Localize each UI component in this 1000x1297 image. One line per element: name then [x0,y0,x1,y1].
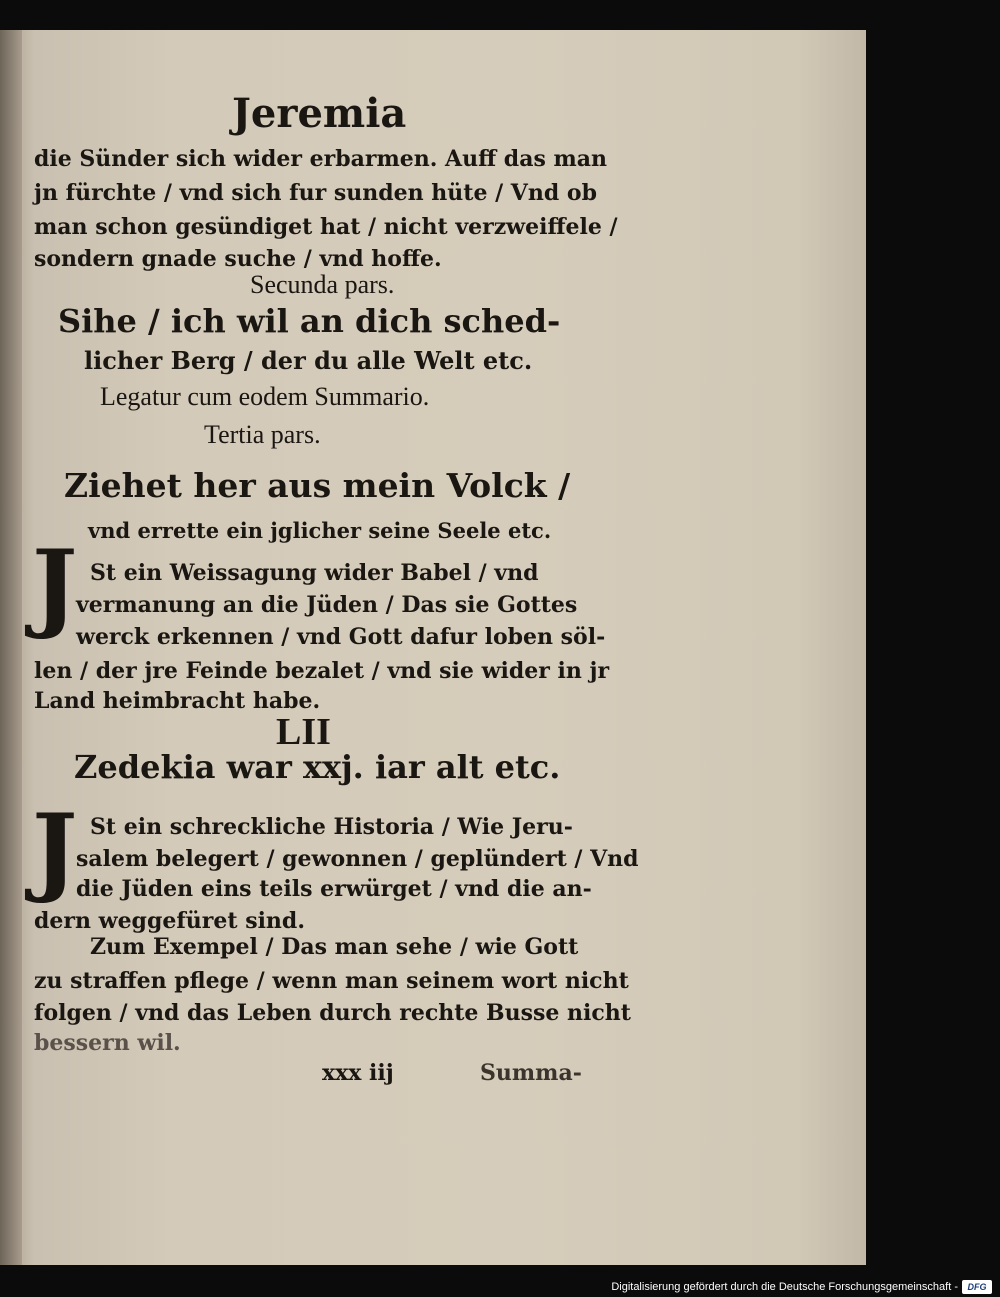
summary1-line-1: St ein Weissagung wider Babel / vnd [90,560,539,586]
para1-line-2: jn fürchte / vnd sich fur sunden hüte / Vnd ob [34,180,597,206]
secunda-pars-label: Secunda pars. [250,270,395,299]
book-page [0,30,866,1265]
summary2-line-1: St ein schreckliche Historia / Wie Jeru- [90,814,573,840]
summary1-line-3: werck erkennen / vnd Gott dafur loben söl- [76,624,606,650]
summary2-line-4: dern weggefüret sind. [34,908,305,934]
para1-line-1: die Sünder sich wider erbarmen. Auff das man [34,146,608,172]
summary1-dropcap: J [32,529,78,642]
summary1-line-2: vermanung an die Jüden / Das sie Gottes [76,592,578,618]
summary1-line-5: Land heimbracht habe. [34,688,321,714]
tertia-text-line-1: Ziehet her aus mein Volck / [64,466,571,505]
chapter-heading: Zedekia war xxj. iar alt etc. [74,748,561,786]
tertia-text-line-2: vnd errette ein jglicher seine Seele etc. [88,518,552,543]
summary2-line-3: die Jüden eins teils erwürget / vnd die an- [76,876,592,902]
legatur-line: Legatur cum eodem Summario. [100,382,430,411]
catchword: Summa- [480,1060,582,1086]
summary2-dropcap: J [32,793,78,906]
funding-caption: Digitalisierung gefördert durch die Deutsche Forschungsgemeinschaft - [611,1281,958,1293]
para1-line-4: sondern gnade suche / vnd hoffe. [34,246,442,272]
secunda-text-line-2: licher Berg / der du alle Welt etc. [84,346,533,375]
summary2-line-2: salem belegert / gewonnen / geplündert / Vnd [76,846,639,872]
summary1-line-4: len / der jre Feinde bezalet / vnd sie wider in jr [34,658,610,684]
running-head: Jeremia [232,90,407,137]
page-spine-shadow [0,30,22,1265]
para3-line-2: zu straffen pflege / wenn man seinem wort nicht [34,968,629,994]
para3-line-3: folgen / vnd das Leben durch rechte Busse nicht [34,1000,631,1026]
para1-line-3: man schon gesündiget hat / nicht verzweiffele / [34,214,618,240]
para3-line-1: Zum Exempel / Das man sehe / wie Gott [90,934,579,960]
para3-line-4: bessern wil. [34,1030,181,1056]
dfg-logo: DFG [962,1280,992,1294]
tertia-pars-label: Tertia pars. [204,420,321,449]
secunda-text-line-1: Sihe / ich wil an dich sched- [58,302,561,340]
chapter-number: LII [276,711,331,753]
signature-mark: xxx iij [322,1060,394,1086]
